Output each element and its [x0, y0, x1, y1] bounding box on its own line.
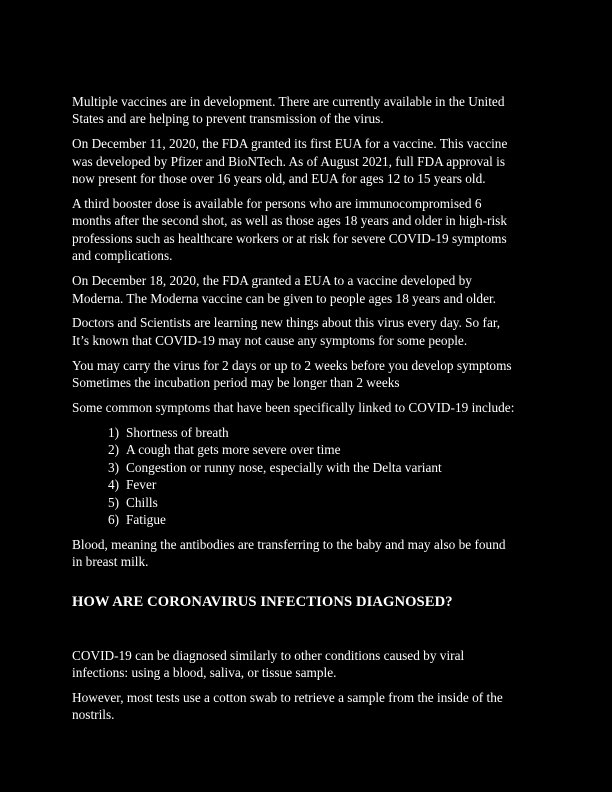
text-line: A third booster dose is available for persons who are immunocompromised 6 [72, 196, 482, 212]
text-line: infections: using a blood, saliva, or tissue sample. [72, 665, 337, 681]
paragraph-moderna-eua [72, 272, 544, 307]
text-line: Moderna. The Moderna vaccine can be given to people ages 18 years and older. [72, 290, 496, 306]
list-item [72, 494, 544, 511]
text-line: On December 11, 2020, the FDA granted its first EUA for a vaccine. This vaccine [72, 136, 508, 152]
list-item-text: Chills [126, 494, 158, 510]
text-line: Blood, meaning the antibodies are transferring to the baby and may also be found [72, 536, 506, 552]
text-line: now present for those over 16 years old, and EUA for ages 12 to 15 years old. [72, 171, 486, 187]
text-line: COVID-19 can be diagnosed similarly to other conditions caused by viral [72, 647, 465, 663]
list-item [72, 459, 544, 476]
paragraph-pfizer-eua [72, 135, 544, 187]
text-line: However, most tests use a cotton swab to retrieve a sample from the inside of the [72, 689, 503, 705]
text-line: was developed by Pfizer and BioNTech. As of August 2021, full FDA approval is [72, 153, 506, 169]
section-heading-diagnosis: HOW ARE CORONAVIRUS INFECTIONS DIAGNOSED? [72, 593, 453, 610]
paragraph-symptoms-intro [72, 399, 544, 416]
list-item-text: A cough that gets more severe over time [126, 442, 341, 458]
text-line: It’s known that COVID-19 may not cause any symptoms for some people. [72, 332, 468, 348]
list-number: 5) [108, 494, 120, 510]
list-number: 1) [108, 425, 120, 440]
text-line: On December 18, 2020, the FDA granted a EUA to a vaccine developed by [72, 273, 472, 289]
list-item [72, 441, 544, 458]
paragraph-doctors-learning [72, 314, 544, 349]
paragraph-vaccines-development [72, 93, 544, 128]
list-item-text: Congestion or runny nose, especially with the Delta variant [126, 459, 442, 475]
list-item-text: Fever [126, 477, 157, 493]
paragraph-antibodies [72, 536, 544, 571]
list-item [72, 476, 544, 493]
paragraph-cotton-swab [72, 689, 544, 724]
list-item-text: Fatigue [126, 511, 166, 527]
paragraph-booster-dose [72, 195, 544, 265]
list-item [72, 424, 544, 441]
list-number: 4) [108, 477, 120, 493]
paragraph-diagnosis-methods [72, 647, 544, 682]
paragraph-incubation [72, 357, 544, 392]
list-number: 6) [108, 511, 120, 527]
text-line: and complications. [72, 248, 173, 264]
text-line: nostrils. [72, 707, 115, 723]
document-page [72, 93, 544, 731]
text-line: Doctors and Scientists are learning new things about this virus every day. So far, [72, 315, 501, 331]
list-item-text: Shortness of breath [126, 425, 229, 440]
text-line: You may carry the virus for 2 days or up to 2 weeks before you develop symptoms [72, 357, 512, 373]
text-line: States and are helping to prevent transmission of the virus. [72, 111, 384, 127]
text-line: Some common symptoms that have been specifically linked to COVID-19 include: [72, 400, 515, 416]
list-number: 3) [108, 459, 120, 475]
list-item [72, 511, 544, 528]
text-line: in breast milk. [72, 554, 149, 570]
text-line: Multiple vaccines are in development. There are currently available in the United [72, 94, 505, 109]
symptoms-list [72, 424, 544, 528]
text-line: Sometimes the incubation period may be longer than 2 weeks [72, 375, 400, 391]
text-line: professions such as healthcare workers or at risk for severe COVID-19 symptoms [72, 230, 507, 246]
text-line: months after the second shot, as well as those ages 18 years and older in high-risk [72, 213, 507, 229]
list-number: 2) [108, 442, 120, 458]
